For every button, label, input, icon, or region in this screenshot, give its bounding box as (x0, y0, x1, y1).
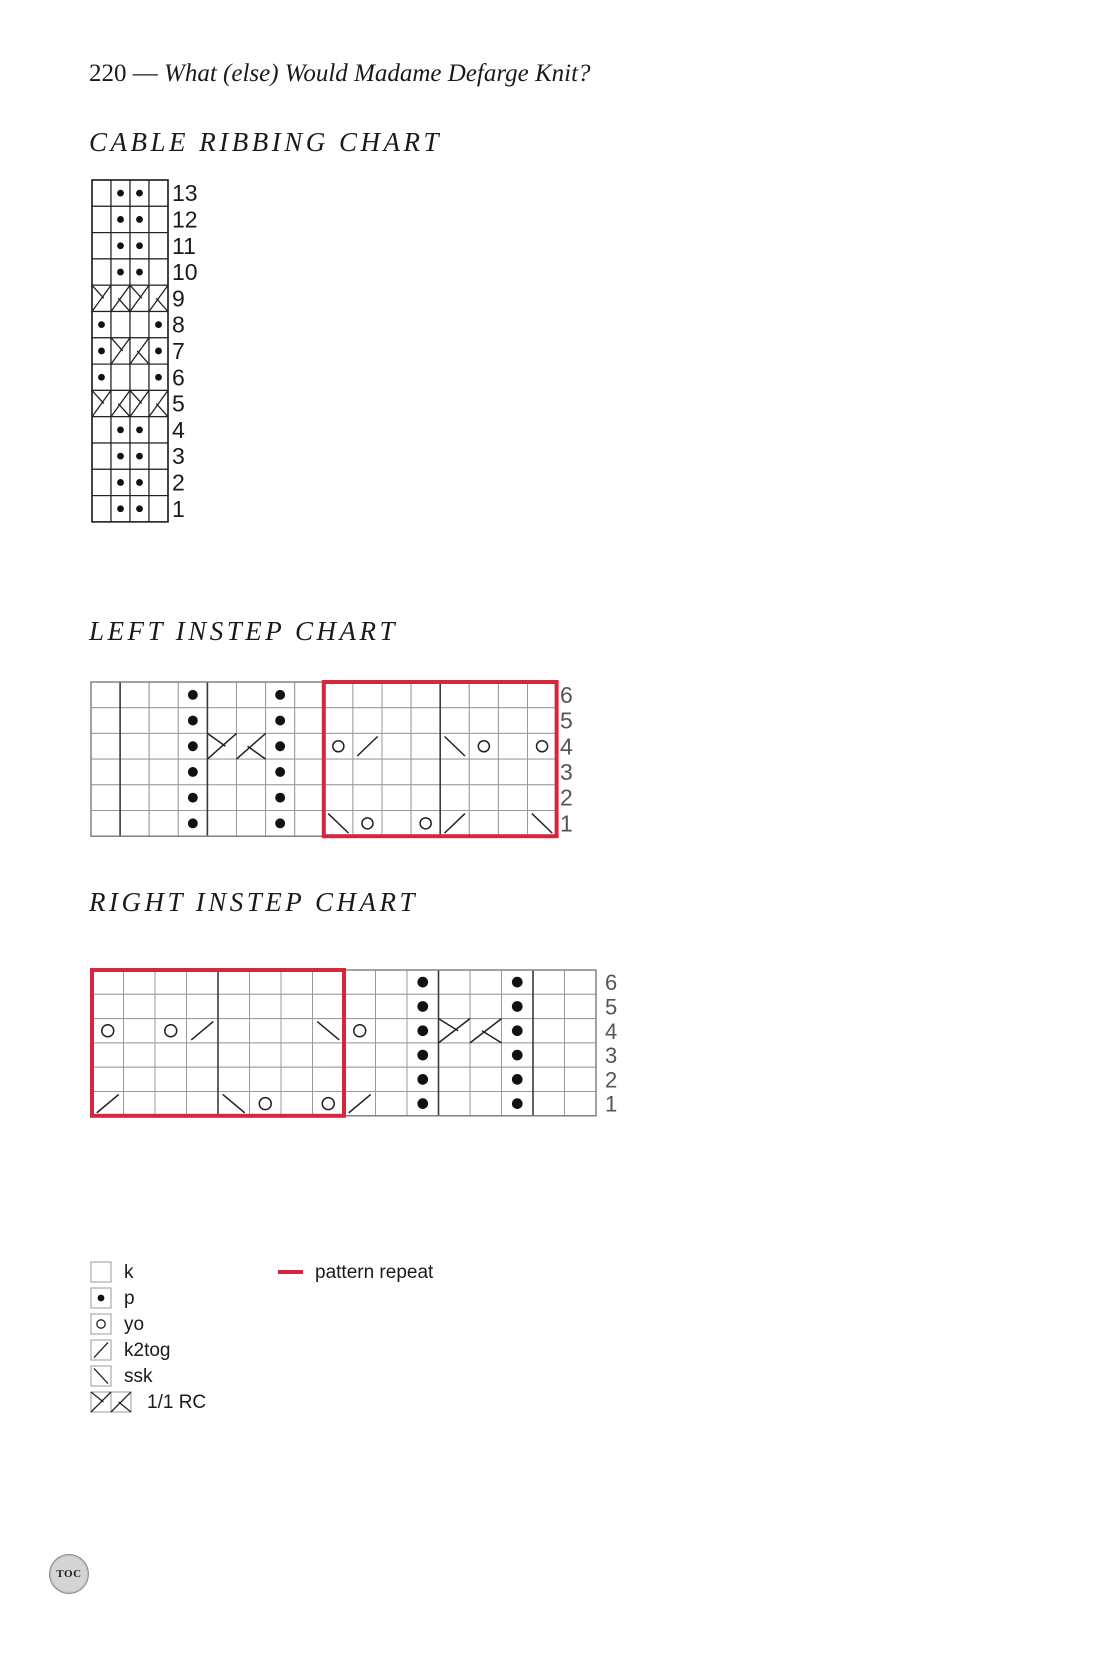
legend-label-yo: yo (124, 1314, 145, 1335)
right-instep-chart-title: RIGHT INSTEP CHART (89, 887, 419, 917)
row-number: 3 (605, 1043, 618, 1069)
toc-button[interactable]: TOC (49, 1554, 89, 1594)
left-instep-chart-title: LEFT INSTEP CHART (89, 616, 399, 646)
row-number: 5 (605, 994, 618, 1020)
purl-dot (98, 1295, 105, 1302)
row-number: 1 (560, 810, 573, 837)
row-number: 2 (560, 784, 573, 811)
row-number: 13 (172, 180, 198, 207)
row-number: 2 (172, 469, 185, 496)
stitch-p (98, 1295, 105, 1302)
row-number: 3 (560, 758, 573, 785)
row-number: 1 (172, 495, 185, 522)
header-separator: — (132, 60, 158, 87)
row-number: 6 (560, 681, 573, 708)
row-number: 5 (560, 707, 573, 734)
row-number: 8 (172, 311, 185, 338)
legend-label-k2tog: k2tog (124, 1340, 171, 1361)
row-number: 3 (172, 443, 185, 470)
row-number: 6 (172, 364, 185, 391)
row-number: 4 (172, 416, 185, 443)
row-number: 7 (172, 337, 185, 364)
legend-label-pattern-repeat: pattern repeat (315, 1262, 434, 1283)
row-number: 6 (605, 970, 618, 996)
row-number: 2 (605, 1067, 618, 1093)
book-title: What (else) Would Madame Defarge Knit? (164, 60, 591, 87)
row-number: 9 (172, 285, 185, 312)
page-number: 220 (89, 60, 127, 87)
legend-label-ssk: ssk (124, 1366, 153, 1387)
row-number: 5 (172, 390, 185, 417)
legend-label-k: k (124, 1262, 134, 1283)
row-number: 10 (172, 259, 198, 286)
cable-chart-title: CABLE RIBBING CHART (89, 127, 442, 157)
row-number: 11 (172, 232, 196, 259)
legend-box (91, 1262, 111, 1282)
row-number: 1 (605, 1091, 618, 1117)
legend-label-p: p (124, 1288, 135, 1309)
row-number: 4 (560, 733, 573, 760)
row-number: 4 (605, 1018, 618, 1044)
row-number: 12 (172, 206, 198, 233)
legend-label-rc: 1/1 RC (147, 1392, 207, 1413)
legend-box (91, 1314, 111, 1334)
